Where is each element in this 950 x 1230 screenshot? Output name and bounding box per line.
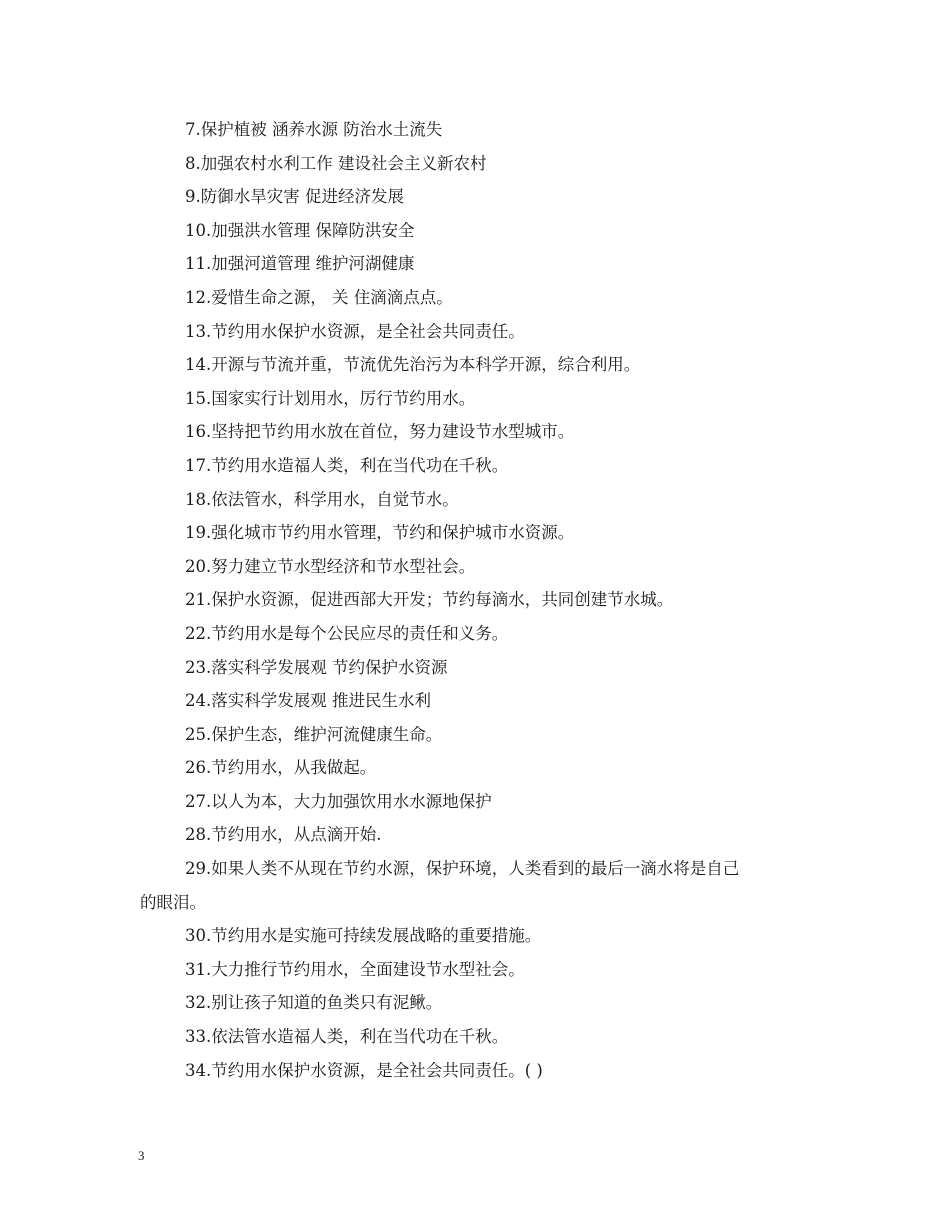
list-item: 9.防御水旱灾害 促进经济发展: [185, 187, 404, 207]
list-item: 13.节约用水保护水资源，是全社会共同责任。: [185, 321, 525, 341]
list-item: 17.节约用水造福人类，利在当代功在千秋。: [185, 455, 509, 475]
list-item: 24.落实科学发展观 推进民生水利: [185, 691, 431, 711]
list-item: 14.开源与节流并重，节流优先治污为本科学开源，综合利用。: [185, 355, 641, 375]
list-item: 22.节约用水是每个公民应尽的责任和义务。: [185, 623, 509, 643]
list-item: 21.保护水资源，促进西部大开发；节约每滴水，共同创建节水城。: [185, 590, 674, 610]
list-item: 20.努力建立节水型经济和节水型社会。: [185, 556, 476, 576]
list-item: 27.以人为本，大力加强饮用水水源地保护: [185, 791, 492, 811]
list-item: 7.保护植被 涵养水源 防治水土流失: [185, 120, 443, 139]
list-item: 10.加强洪水管理 保障防洪安全: [185, 220, 415, 240]
list-item: 33.依法管水造福人类，利在当代功在千秋。: [185, 1027, 509, 1047]
list-item: 29.如果人类不从现在节约水源，保护环境，人类看到的最后一滴水将是自己: [185, 859, 740, 879]
list-item: 12.爱惜生命之源， 关 住滴滴点点。: [185, 287, 453, 307]
list-item: 34.节约用水保护水资源，是全社会共同责任。( ): [185, 1060, 543, 1080]
page-number: 3: [138, 1148, 145, 1163]
list-item: 25.保护生态，维护河流健康生命。: [185, 724, 443, 744]
list-item: 16.坚持把节约用水放在首位，努力建设节水型城市。: [185, 422, 575, 442]
list-item: 30.节约用水是实施可持续发展战略的重要措施。: [185, 926, 542, 946]
list-item: 28.节约用水，从点滴开始.: [185, 825, 382, 845]
list-item: 19.强化城市节约用水管理，节约和保护城市水资源。: [185, 523, 575, 543]
list-item: 11.加强河道管理 维护河湖健康: [185, 254, 415, 274]
list-item: 32.别让孩子知道的鱼类只有泥鳅。: [185, 993, 443, 1013]
list-item-continuation: 的眼泪。: [140, 892, 206, 912]
list-item: 8.加强农村水利工作 建设社会主义新农村: [185, 153, 487, 173]
list-item: 26.节约用水，从我做起。: [185, 758, 377, 778]
list-item: 18.依法管水，科学用水，自觉节水。: [185, 489, 459, 509]
list-item: 31.大力推行节约用水，全面建设节水型社会。: [185, 959, 525, 979]
list-item: 15.国家实行计划用水，厉行节约用水。: [185, 388, 476, 408]
document-body: [140, 113, 820, 1087]
list-item: 23.落实科学发展观 节约保护水资源: [185, 657, 448, 677]
